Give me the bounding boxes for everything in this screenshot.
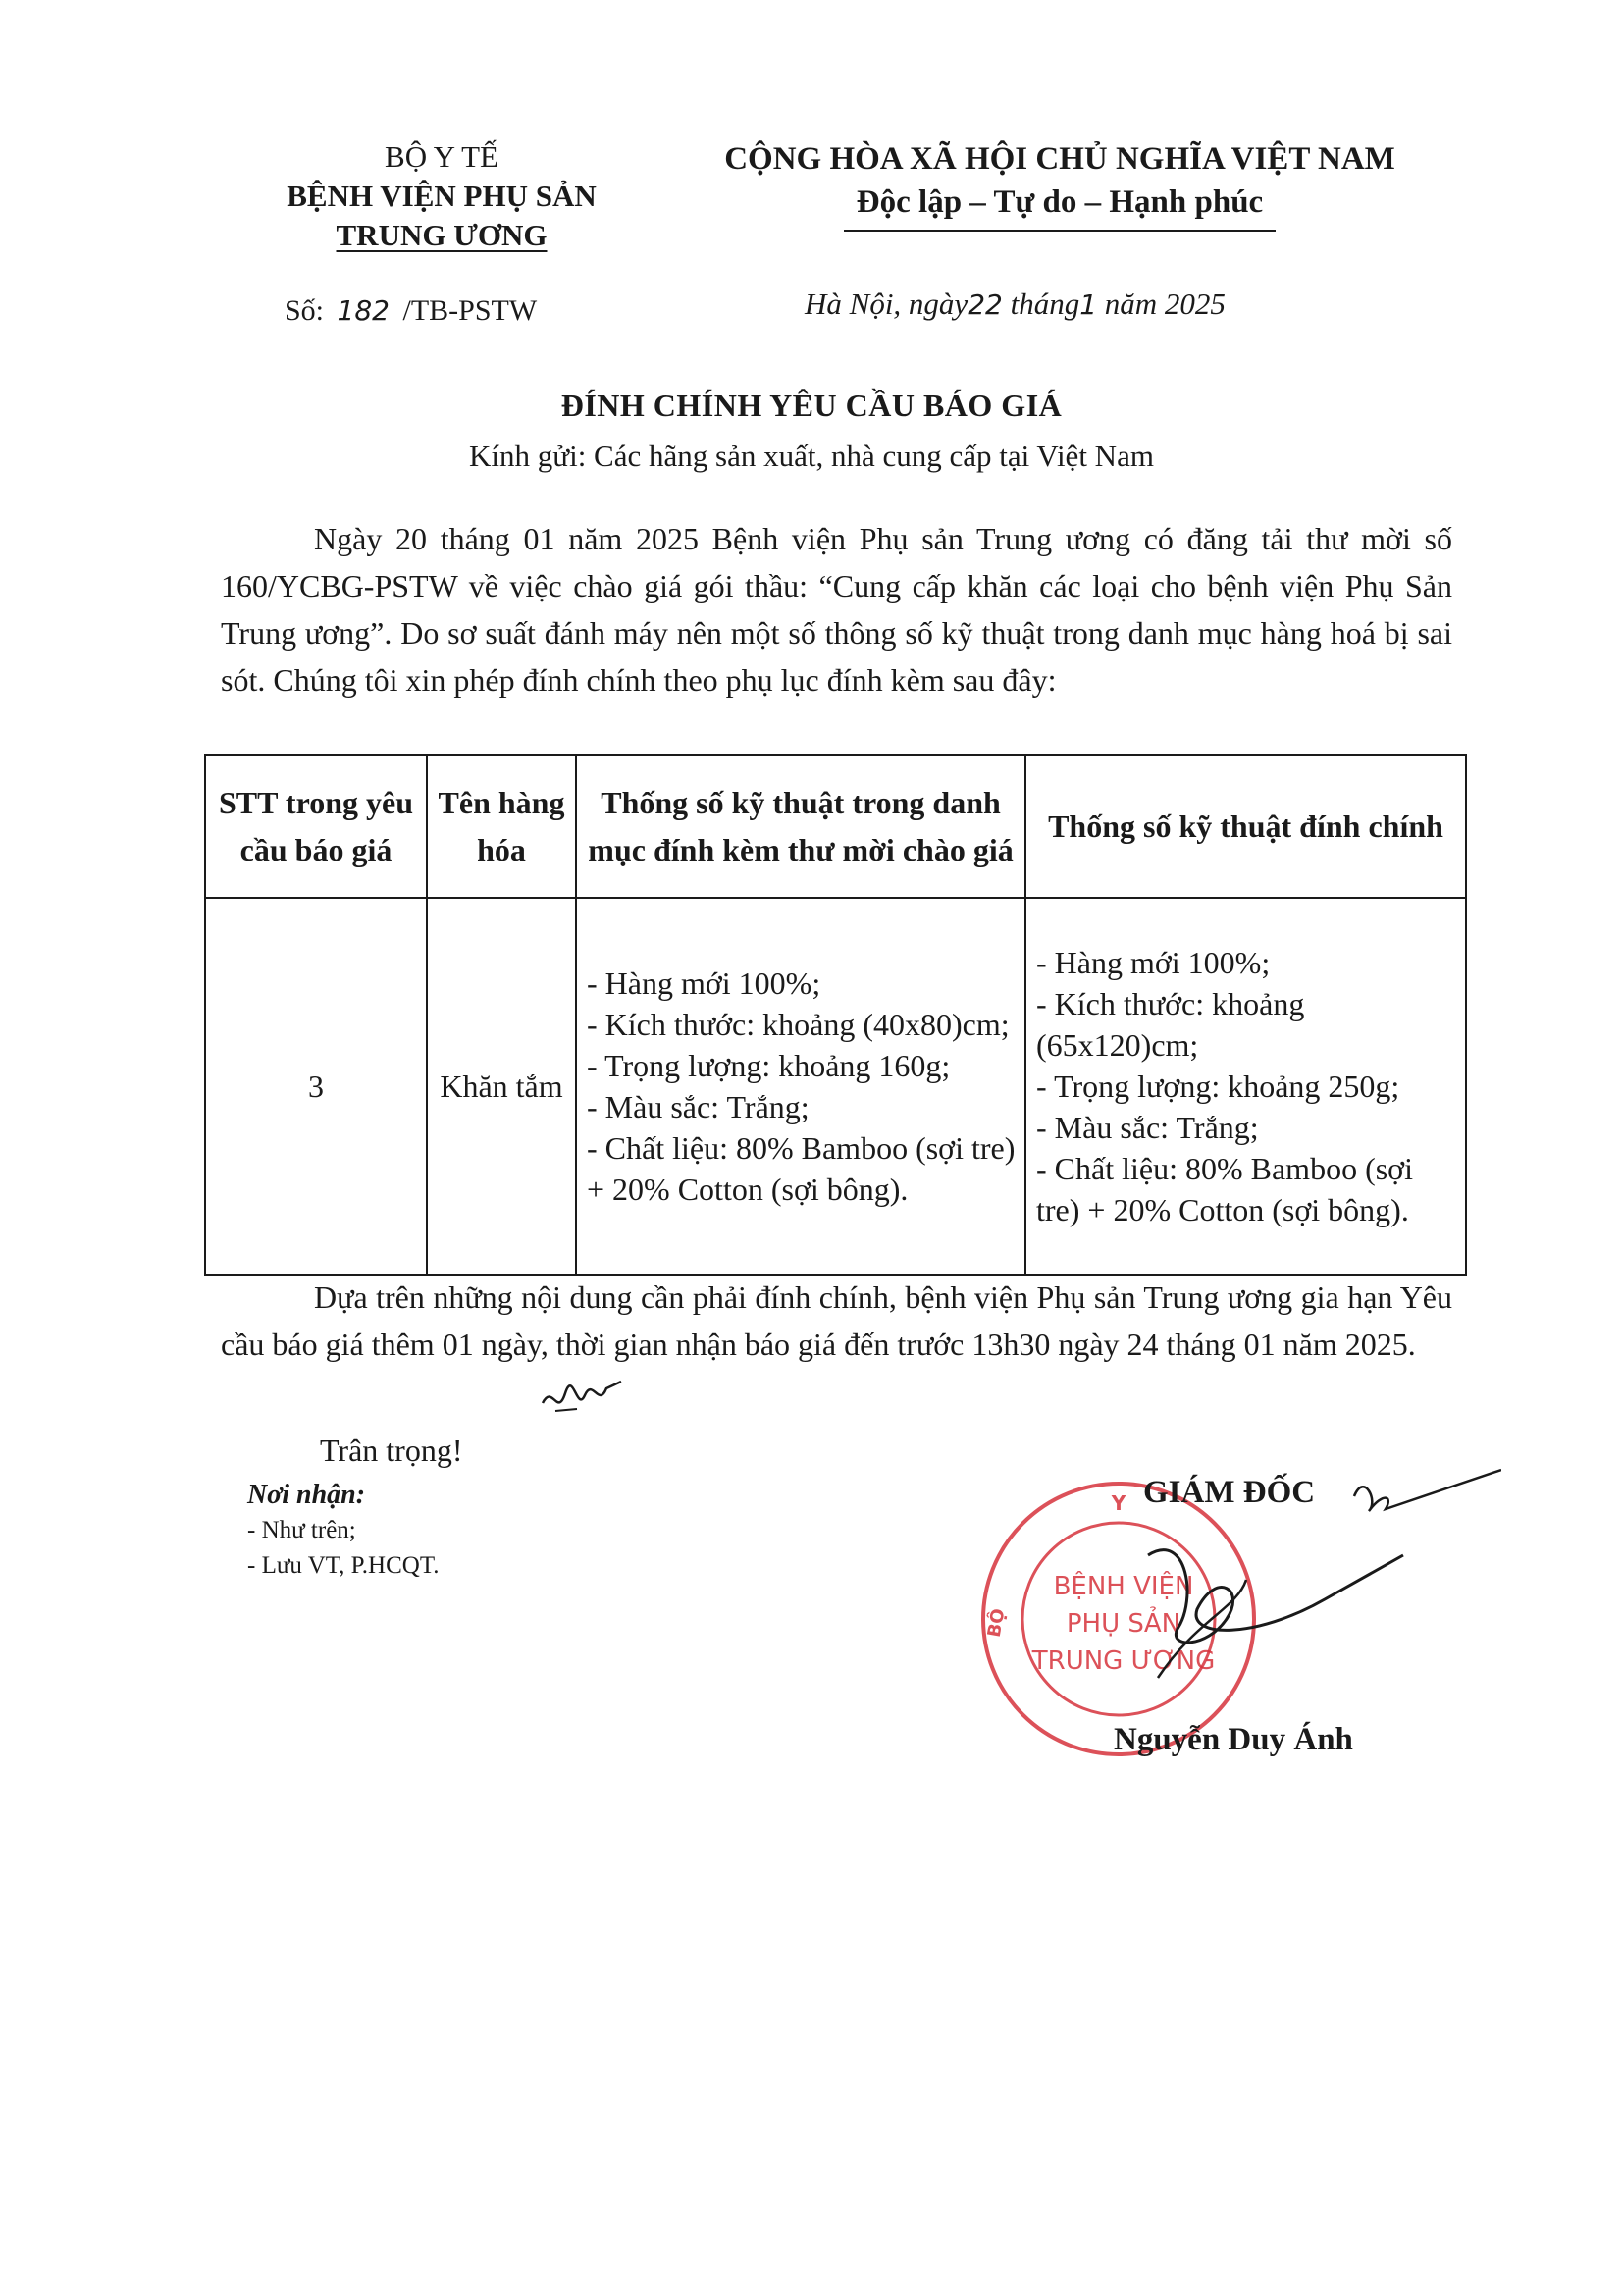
document-number <box>285 294 537 328</box>
correction-table <box>204 754 1467 1276</box>
extension-paragraph <box>221 1274 1452 1368</box>
signer-position: GIÁM ĐỐC <box>1143 1475 1316 1510</box>
noi-nhan-list <box>247 1513 440 1584</box>
table-row <box>205 898 1466 1275</box>
col-header-new-spec: Thống số kỹ thuật đính chính <box>1025 755 1466 898</box>
motto-underline <box>844 230 1276 232</box>
so-number-handwritten: 182 <box>337 294 390 327</box>
new-spec-line: - Màu sắc: Trắng; <box>1036 1110 1259 1145</box>
cell-new-spec <box>1025 898 1466 1275</box>
old-spec-line: - Màu sắc: Trắng; <box>587 1089 810 1124</box>
closing-greeting: Trân trọng! <box>320 1433 463 1468</box>
signer-name: Nguyễn Duy Ánh <box>1114 1722 1353 1757</box>
seal-line3: TRUNG ƯƠNG <box>1031 1646 1216 1676</box>
seal-ring-top: Y <box>1111 1491 1126 1515</box>
date-year: năm 2025 <box>1104 287 1226 321</box>
recipient-line: Kính gửi: Các hãng sản xuất, nhà cung cấp tại Việt Nam <box>469 439 1154 473</box>
col-header-stt: STT trong yêu cầu báo giá <box>205 755 427 898</box>
handwritten-signature <box>1128 1462 1501 1697</box>
old-spec-line: - Trọng lượng: khoảng 160g; <box>587 1048 951 1083</box>
old-spec-line: - Chất liệu: 80% Bamboo (sợi tre) + 20% Cotton (sợi bông). <box>587 1130 1016 1207</box>
noi-nhan-label: Nơi nhận: <box>247 1480 366 1510</box>
national-title: CỘNG HÒA XÃ HỘI CHỦ NGHĨA VIỆT NAM <box>724 141 1395 177</box>
date-line <box>805 287 1226 322</box>
new-spec-line: - Hàng mới 100%; <box>1036 945 1271 980</box>
org-name-line2: TRUNG ƯƠNG <box>336 218 548 252</box>
date-place: Hà Nội, ngày <box>805 287 969 321</box>
extension-paragraph-text: Dựa trên những nội dung cần phải đính chính, bệnh viện Phụ sản Trung ương gia hạn Yêu cầu báo giá thêm 01 ngày, thời gian nhận báo giá đến trước 13h30 ngày 24 tháng 01 năm 2025. <box>221 1279 1452 1362</box>
new-spec-line: - Chất liệu: 80% Bamboo (sợi tre) + 20% Cotton (sợi bông). <box>1036 1151 1413 1227</box>
seal-line1: BỆNH VIỆN <box>1053 1572 1194 1601</box>
seal-ring-left: BỘ <box>983 1606 1010 1640</box>
so-prefix: Số: <box>285 294 325 327</box>
old-spec-line: - Kích thước: khoảng (40x80)cm; <box>587 1007 1010 1042</box>
intro-paragraph <box>221 515 1452 704</box>
date-month: 1 <box>1079 288 1098 321</box>
issuing-agency <box>226 137 657 255</box>
national-motto: Độc lập – Tự do – Hạnh phúc <box>856 184 1264 220</box>
date-month-label: tháng <box>1010 287 1080 321</box>
intro-paragraph-text: Ngày 20 tháng 01 năm 2025 Bệnh viện Phụ sản Trung ương có đăng tải thư mời số 160/YCBG-PSTW về việc chào giá gói thầu: “Cung cấp khăn các loại cho bệnh viện Phụ Sản Trung ương”. Do sơ suất đánh máy nên một số thông số kỹ thuật trong danh mục hàng hoá bị sai sót. Chúng tôi xin phép đính chính theo phụ lục đính kèm sau đây: <box>221 521 1452 698</box>
table-header-row <box>205 755 1466 898</box>
so-suffix: /TB-PSTW <box>402 294 538 327</box>
new-spec-line: - Kích thước: khoảng (65x120)cm; <box>1036 986 1305 1063</box>
national-header <box>677 137 1442 232</box>
col-header-old-spec: Thống số kỹ thuật trong danh mục đính kèm thư mời chào giá <box>576 755 1025 898</box>
initials-mark <box>538 1374 626 1423</box>
seal-line2: PHỤ SẢN <box>1066 1609 1181 1639</box>
org-name-line1: BỆNH VIỆN PHỤ SẢN <box>287 179 597 213</box>
ministry-name: BỘ Y TẾ <box>385 139 498 174</box>
date-day: 22 <box>968 288 1003 321</box>
cell-old-spec <box>576 898 1025 1275</box>
cell-name: Khăn tắm <box>427 898 576 1275</box>
noi-nhan-item: - Lưu VT, P.HCQT. <box>247 1552 440 1579</box>
new-spec-line: - Trọng lượng: khoảng 250g; <box>1036 1069 1400 1104</box>
old-spec-line: - Hàng mới 100%; <box>587 965 821 1001</box>
cell-stt: 3 <box>205 898 427 1275</box>
col-header-name: Tên hàng hóa <box>427 755 576 898</box>
noi-nhan-item: - Như trên; <box>247 1517 356 1543</box>
document-title: ĐÍNH CHÍNH YÊU CẦU BÁO GIÁ <box>560 388 1063 423</box>
